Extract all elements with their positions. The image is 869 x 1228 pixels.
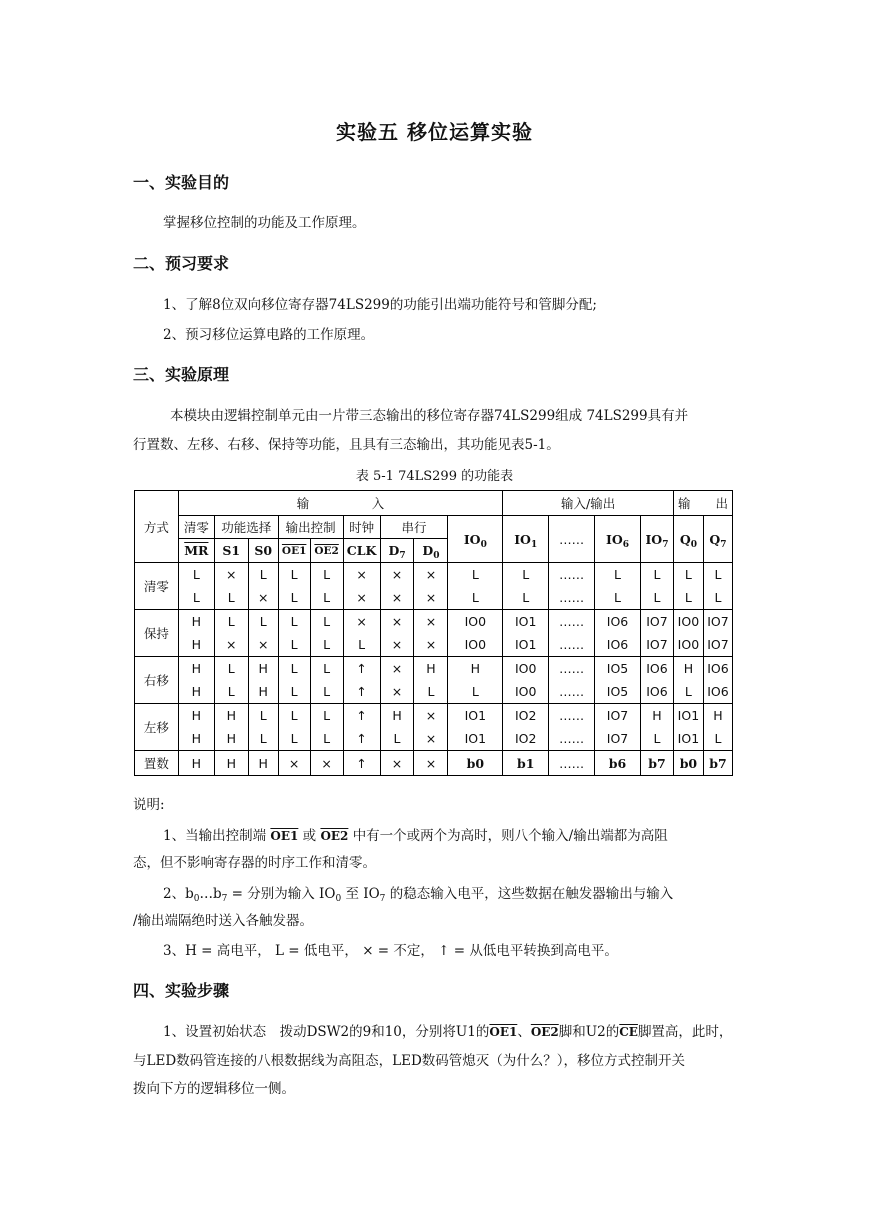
table-cell — [640, 610, 673, 657]
cell-value: L — [653, 589, 661, 605]
table-cell — [178, 657, 214, 704]
cell-value: ↑ — [356, 755, 367, 771]
header-clk: CLK — [343, 539, 380, 563]
header-q0: $Q_0$ — [673, 516, 703, 563]
cell-value: L — [259, 707, 267, 723]
cell-value: × — [356, 613, 367, 629]
cell-value: L — [614, 566, 622, 582]
table-cell — [310, 704, 343, 751]
cell-value: L — [290, 589, 298, 605]
table-cell — [703, 563, 732, 610]
table-cell — [214, 657, 248, 704]
cell-value: H — [226, 755, 236, 771]
table-cell — [214, 610, 248, 657]
table-cell — [248, 657, 278, 704]
cell-value: × — [391, 566, 403, 582]
cell-value: …… — [559, 683, 585, 699]
page-title: 实验五 移位运算实验 — [336, 120, 533, 144]
table-cell — [673, 657, 703, 704]
table-row — [135, 704, 733, 751]
table-cell — [414, 563, 448, 610]
cell-value: × — [425, 589, 437, 605]
cell-value: × — [226, 566, 237, 582]
cell-value: × — [391, 613, 403, 629]
header-dots: …… — [549, 516, 595, 563]
cell-value: L — [714, 589, 722, 605]
table-caption: 表 5-1 74LS299 的功能表 — [355, 469, 514, 484]
table-cell — [278, 610, 310, 657]
cell-value: ↑ — [356, 660, 367, 676]
note-2-line-2: /输出端隔绝时送入各触发器。 — [133, 913, 314, 929]
cell-value: H — [470, 660, 481, 676]
table-cell — [310, 563, 343, 610]
cell-value: L — [290, 613, 298, 629]
header-mr: $\overline{MR}$ — [178, 539, 214, 563]
cell-value: IO0 — [677, 613, 700, 629]
cell-value: H — [392, 707, 402, 723]
table-cell — [214, 563, 248, 610]
header-input: 输 入 — [178, 491, 502, 516]
cell-value: L — [522, 589, 530, 605]
table-cell — [380, 657, 414, 704]
row-mode: 清零 — [135, 563, 179, 610]
cell-value: L — [227, 660, 235, 676]
table-cell — [343, 657, 380, 704]
table-cell — [673, 610, 703, 657]
cell-value: IO1 — [464, 707, 487, 723]
purpose-text: 掌握移位控制的功能及工作原理。 — [163, 215, 366, 231]
cell-value: × — [257, 589, 269, 605]
cell-value: …… — [559, 730, 585, 746]
header-out-control: 输出控制 — [278, 516, 343, 539]
cell-value: IO6 — [707, 660, 729, 676]
table-cell — [673, 704, 703, 751]
header-oe1: OE1 — [278, 539, 310, 563]
cell-value: L — [259, 613, 267, 629]
table-cell — [448, 704, 503, 751]
cell-value: L — [323, 730, 331, 746]
cell-value: L — [290, 636, 298, 652]
table-cell — [503, 751, 549, 776]
cell-value: L — [653, 730, 661, 746]
table-cell — [310, 751, 343, 776]
table-cell — [414, 704, 448, 751]
header-io: 输入/输出 — [503, 491, 674, 516]
cell-value: L — [323, 683, 331, 699]
cell-value: L — [259, 730, 267, 746]
table-cell — [310, 657, 343, 704]
table-cell — [248, 563, 278, 610]
cell-value: × — [391, 683, 403, 699]
section-heading-principle: 三、实验原理 — [133, 365, 230, 384]
cell-value: L — [227, 589, 235, 605]
header-d7: $D_7$ — [380, 539, 414, 563]
cell-value: L — [614, 589, 622, 605]
header-serial: 串行 — [380, 516, 448, 539]
cell-value: × — [356, 566, 367, 582]
table-cell — [343, 610, 380, 657]
table-cell — [380, 751, 414, 776]
header-s1: S1 — [214, 539, 248, 563]
cell-value: IO7 — [606, 730, 629, 746]
table-cell — [214, 751, 248, 776]
table-cell — [380, 610, 414, 657]
cell-value: …… — [559, 589, 585, 605]
note-3: 3、H = 高电平， L = 低电平， × = 不定， ↑ = 从低电平转换到高电平。 — [163, 943, 618, 959]
table-cell — [595, 563, 641, 610]
header-d0: $D_0$ — [414, 539, 448, 563]
cell-value: × — [425, 613, 437, 629]
cell-value: ↑ — [356, 730, 367, 746]
cell-value: ↑ — [356, 683, 367, 699]
table-cell — [448, 657, 503, 704]
cell-value: × — [425, 730, 437, 746]
cell-value: IO0 — [677, 636, 700, 652]
table-cell — [673, 563, 703, 610]
cell-value: L — [259, 566, 267, 582]
table-cell — [178, 704, 214, 751]
table-cell — [703, 610, 732, 657]
table-cell — [448, 751, 503, 776]
table-cell — [278, 704, 310, 751]
cell-value: H — [191, 730, 202, 746]
cell-value: L — [471, 566, 479, 582]
cell-value: L — [323, 636, 331, 652]
row-mode: 右移 — [135, 657, 179, 704]
table-cell — [703, 657, 732, 704]
header-io6: $IO_6$ — [595, 516, 641, 563]
principle-line-1: 本模块由逻辑控制单元由一片带三态输出的移位寄存器74LS299组成 74LS299具有并 — [170, 408, 689, 424]
cell-value: L — [290, 660, 298, 676]
cell-value: L — [714, 730, 722, 746]
cell-value: H — [191, 613, 202, 629]
table-cell — [380, 704, 414, 751]
cell-value: H — [713, 707, 723, 723]
table-cell — [248, 704, 278, 751]
cell-value: × — [321, 755, 332, 771]
cell-value: …… — [559, 566, 585, 582]
header-io7: $IO_7$ — [640, 516, 673, 563]
cell-value: L — [323, 660, 331, 676]
header-io0: $IO_0$ — [448, 516, 503, 563]
table-cell — [503, 657, 549, 704]
table-cell — [278, 751, 310, 776]
section-heading-preview: 二、预习要求 — [133, 254, 230, 273]
table-cell — [448, 563, 503, 610]
table-cell — [343, 751, 380, 776]
cell-value: IO1 — [514, 636, 537, 652]
table-cell — [414, 610, 448, 657]
table-cell — [549, 751, 595, 776]
cell-value: L — [471, 589, 479, 605]
note-2-line-1: 2、$b_0\dots b_7$ = 分别为输入 $IO_0$ 至 $IO_7$ 的稳态输入电平，这些数据在触发器输出与输入 — [163, 886, 674, 904]
cell-value: × — [288, 755, 300, 771]
table-cell — [503, 563, 549, 610]
table-cell — [549, 657, 595, 704]
cell-value: L — [192, 566, 200, 582]
table-cell — [503, 704, 549, 751]
cell-value: L — [290, 707, 298, 723]
cell-value: L — [684, 566, 692, 582]
cell-value: IO5 — [606, 660, 629, 676]
cell-value: …… — [559, 755, 585, 771]
principle-line-2: 行置数、左移、右移、保持等功能，且具有三态输出，其功能见表5-1。 — [133, 437, 560, 453]
table-cell — [448, 610, 503, 657]
cell-value: H — [226, 730, 236, 746]
cell-value: b0 — [679, 755, 698, 771]
note-1-line-2: 态，但不影响寄存器的时序工作和清零。 — [133, 855, 376, 871]
cell-value: …… — [559, 636, 585, 652]
cell-value: b0 — [466, 755, 485, 771]
cell-value: L — [522, 566, 530, 582]
cell-value: L — [653, 566, 661, 582]
cell-value: L — [227, 613, 235, 629]
cell-value: × — [391, 755, 403, 771]
header-clock: 时钟 — [343, 516, 380, 539]
table-cell — [549, 704, 595, 751]
cell-value: L — [323, 613, 331, 629]
table-cell — [595, 610, 641, 657]
cell-value: L — [290, 683, 298, 699]
cell-value: H — [258, 683, 268, 699]
cell-value: IO1 — [514, 613, 537, 629]
table-cell — [595, 751, 641, 776]
notes-label: 说明: — [133, 797, 165, 813]
table-cell — [549, 563, 595, 610]
table-cell — [343, 704, 380, 751]
cell-value: H — [191, 636, 202, 652]
table-cell — [310, 610, 343, 657]
cell-value: H — [426, 660, 436, 676]
section-heading-steps: 四、实验步骤 — [133, 981, 230, 1000]
section-heading-purpose: 一、实验目的 — [133, 173, 230, 192]
cell-value: IO7 — [606, 707, 629, 723]
cell-value: IO0 — [514, 660, 537, 676]
cell-value: b6 — [608, 755, 627, 771]
cell-value: IO7 — [646, 636, 668, 652]
table-cell — [414, 751, 448, 776]
table-cell — [595, 704, 641, 751]
cell-value: × — [226, 636, 237, 652]
cell-value: IO6 — [606, 613, 629, 629]
cell-value: IO2 — [514, 730, 537, 746]
cell-value: b7 — [709, 755, 727, 771]
cell-value: IO0 — [514, 683, 537, 699]
cell-value: × — [356, 589, 367, 605]
cell-value: IO6 — [646, 660, 668, 676]
table-cell — [178, 563, 214, 610]
cell-value: H — [226, 707, 236, 723]
cell-value: L — [323, 707, 331, 723]
cell-value: H — [258, 660, 268, 676]
cell-value: IO6 — [646, 683, 668, 699]
cell-value: …… — [559, 613, 585, 629]
table-cell — [673, 751, 703, 776]
cell-value: × — [425, 755, 437, 771]
cell-value: H — [191, 755, 202, 771]
table-cell — [414, 657, 448, 704]
cell-value: L — [323, 566, 331, 582]
cell-value: IO7 — [646, 613, 668, 629]
table-cell — [380, 563, 414, 610]
cell-value: ↑ — [356, 707, 367, 723]
cell-value: …… — [559, 660, 585, 676]
table-cell — [343, 563, 380, 610]
table-cell — [178, 751, 214, 776]
cell-value: IO6 — [707, 683, 729, 699]
cell-value: b1 — [516, 755, 535, 771]
table-cell — [703, 704, 732, 751]
cell-value: × — [425, 707, 437, 723]
preview-item-2: 2、预习移位运算电路的工作原理。 — [163, 327, 375, 343]
header-s0: S0 — [248, 539, 278, 563]
header-oe2: OE2 — [310, 539, 343, 563]
table-cell — [640, 563, 673, 610]
cell-value: L — [358, 636, 366, 652]
cell-value: L — [290, 566, 298, 582]
header-output: 输 出 — [673, 491, 732, 516]
table-cell — [703, 751, 732, 776]
table-cell — [640, 657, 673, 704]
header-q7: $Q_7$ — [703, 516, 732, 563]
cell-value: IO5 — [606, 683, 629, 699]
table-cell — [549, 610, 595, 657]
cell-value: IO1 — [677, 707, 700, 723]
header-func-select: 功能选择 — [214, 516, 278, 539]
row-mode: 置数 — [135, 751, 179, 776]
table-cell — [178, 610, 214, 657]
table-cell — [595, 657, 641, 704]
table-row — [135, 610, 733, 657]
cell-value: × — [425, 636, 437, 652]
table-cell — [248, 610, 278, 657]
table-row — [135, 751, 733, 776]
row-mode: 保持 — [135, 610, 179, 657]
cell-value: IO1 — [464, 730, 487, 746]
table-cell — [640, 704, 673, 751]
table-cell — [214, 704, 248, 751]
cell-value: L — [684, 589, 692, 605]
table-cell — [278, 563, 310, 610]
cell-value: L — [427, 683, 435, 699]
table-row — [135, 563, 733, 610]
cell-value: …… — [559, 707, 585, 723]
cell-value: H — [258, 755, 268, 771]
cell-value: IO2 — [514, 707, 537, 723]
cell-value: L — [192, 589, 200, 605]
cell-value: IO7 — [707, 636, 729, 652]
cell-value: H — [683, 660, 694, 676]
cell-value: × — [257, 636, 269, 652]
table-cell — [278, 657, 310, 704]
table-cell — [503, 610, 549, 657]
cell-value: × — [425, 566, 437, 582]
header-clear: 清零 — [178, 516, 214, 539]
cell-value: IO1 — [677, 730, 700, 746]
cell-value: × — [391, 589, 403, 605]
cell-value: L — [227, 683, 235, 699]
preview-item-1: 1、了解8位双向移位寄存器74LS299的功能引出端功能符号和管脚分配; — [163, 297, 597, 313]
cell-value: IO0 — [464, 636, 487, 652]
cell-value: H — [191, 683, 202, 699]
table-row — [135, 657, 733, 704]
note-1-line-1: 1、当输出控制端 OE1 或 OE2 中有一个或两个为高时，则八个输入/输出端都为高阻 — [163, 828, 668, 844]
header-io1: $IO_1$ — [503, 516, 549, 563]
cell-value: L — [323, 589, 331, 605]
steps-line-2: 与LED数码管连接的八根数据线为高阻态，LED数码管熄灭（为什么？），移位方式控制开关 — [133, 1053, 686, 1069]
cell-value: L — [684, 683, 692, 699]
steps-line-1: 1、设置初始状态 拨动DSW2的9和10，分别将U1的OE1、OE2脚和U2的$\overline{CE}$脚置高，此时， — [163, 1024, 733, 1040]
cell-value: L — [471, 683, 479, 699]
cell-value: H — [191, 707, 202, 723]
cell-value: × — [391, 660, 403, 676]
table-cell — [248, 751, 278, 776]
cell-value: L — [393, 730, 401, 746]
cell-value: H — [652, 707, 662, 723]
cell-value: L — [714, 566, 722, 582]
table-cell — [640, 751, 673, 776]
cell-value: × — [391, 636, 403, 652]
cell-value: IO7 — [707, 613, 729, 629]
header-mode: 方式 — [135, 491, 179, 563]
cell-value: IO6 — [606, 636, 629, 652]
cell-value: L — [290, 730, 298, 746]
cell-value: b7 — [648, 755, 666, 771]
function-table — [134, 490, 733, 776]
cell-value: IO0 — [464, 613, 487, 629]
cell-value: H — [191, 660, 202, 676]
steps-line-3: 拨向下方的逻辑移位一侧。 — [133, 1081, 295, 1097]
row-mode: 左移 — [135, 704, 179, 751]
